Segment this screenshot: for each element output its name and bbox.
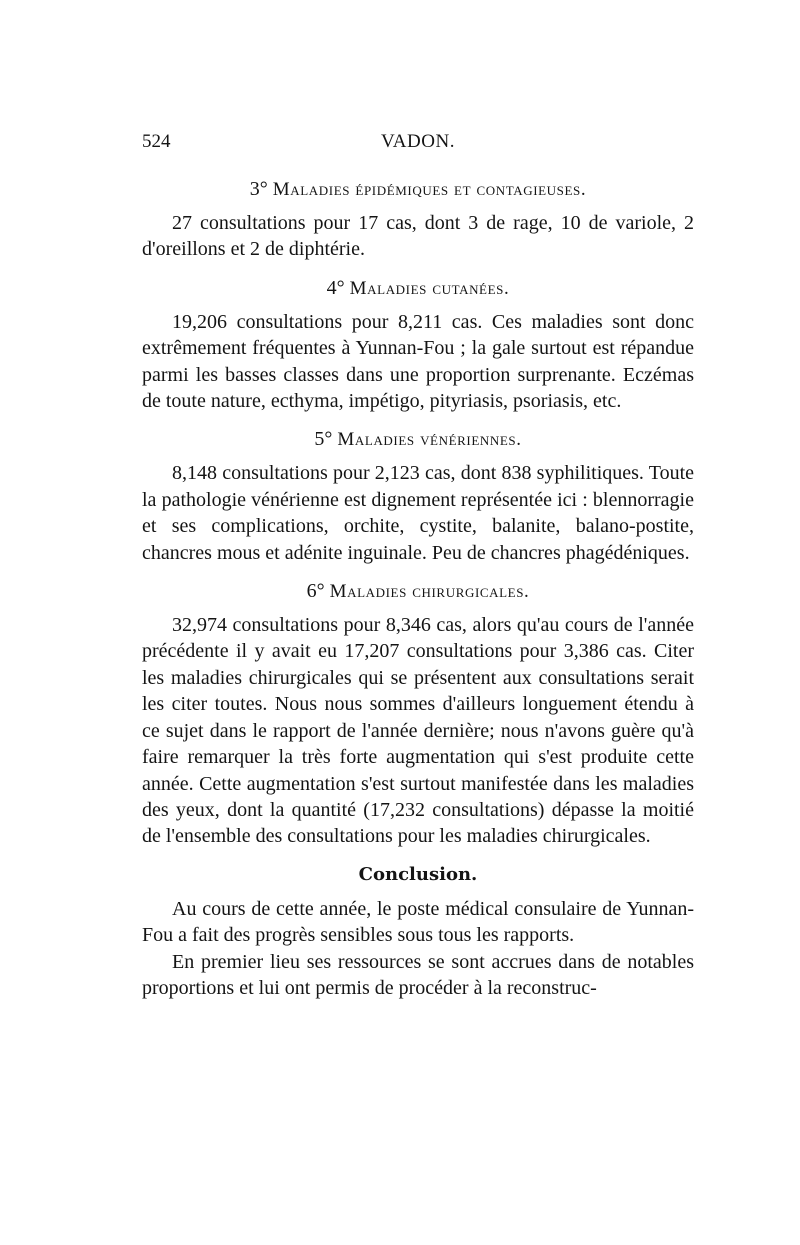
section-venereal-diseases (142, 426, 694, 566)
section-conclusion (142, 862, 694, 1002)
page-number: 524 (142, 131, 171, 152)
section-number: 3° (249, 178, 268, 200)
body-text (142, 176, 694, 1001)
section-surgical-diseases (142, 578, 694, 850)
section-title: Maladies cutanées. (349, 277, 510, 299)
section-heading (142, 275, 694, 302)
section-number: 6° (306, 580, 325, 603)
conclusion-paragraph: En premier lieu ses ressources se sont accrues dans de notables proportions et lui ont permis de procéder à la reconstruc- (142, 950, 694, 999)
section-paragraph: 27 consultations pour 17 cas, dont 3 de rage, 10 de variole, 2 d'oreillons et 2 de diphtérie. (142, 212, 694, 261)
section-heading (142, 176, 694, 203)
section-title: Maladies épidémiques et contagieuses. (272, 179, 587, 200)
conclusion-heading: Conclusion. (358, 863, 478, 885)
section-epidemic-diseases (142, 176, 694, 263)
section-number: 5° (314, 428, 333, 451)
section-title: Maladies vénériennes. (337, 429, 522, 451)
section-heading (142, 578, 694, 605)
section-paragraph: 8,148 consultations pour 2,123 cas, dont 838 syphilitiques. Toute la pathologie vénérienne est dignement représentée ici : blennorragie et ses complications, orchite, cystite, balanite, balano-postite, chancres mous et adénite inguinale. Peu de chancres phagédéniques. (142, 462, 694, 564)
running-title: VADON. (381, 131, 455, 152)
section-title: Maladies chirurgicales. (329, 581, 530, 603)
section-number: 4° (326, 276, 345, 299)
section-paragraph: 19,206 consultations pour 8,211 cas. Ces maladies sont donc extrêmement fréquentes à Yunnan-Fou ; la gale surtout est répandue parmi les basses classes dans une proportion surprenante. Eczémas de toute nature, ecthyma, impétigo, pityriasis, psoriasis, etc. (142, 310, 694, 413)
section-heading (142, 426, 694, 453)
running-head (142, 131, 694, 157)
section-skin-diseases (142, 275, 694, 415)
section-paragraph: 32,974 consultations pour 8,346 cas, alors qu'au cours de l'année précédente il y avait eu 17,207 consultations pour 3,386 cas. Citer les maladies chirurgicales qui se présentent aux consultations serait les citer toutes. Nous nous sommes d'ailleurs longuement étendu à ce sujet dans le rapport de l'année dernière; nous n'avons guère qu'à faire remarquer la très forte augmentation qui s'est produite cette année. Cette augmentation s'est surtout manifestée dans les maladies des yeux, dont la quantité (17,232 consultations) dépasse la moitié de l'ensemble des consultations pour les maladies chirurgicales. (142, 614, 694, 848)
conclusion-paragraph: Au cours de cette année, le poste médical consulaire de Yunnan-Fou a fait des progrès sensibles sous tous les rapports. (142, 897, 694, 947)
